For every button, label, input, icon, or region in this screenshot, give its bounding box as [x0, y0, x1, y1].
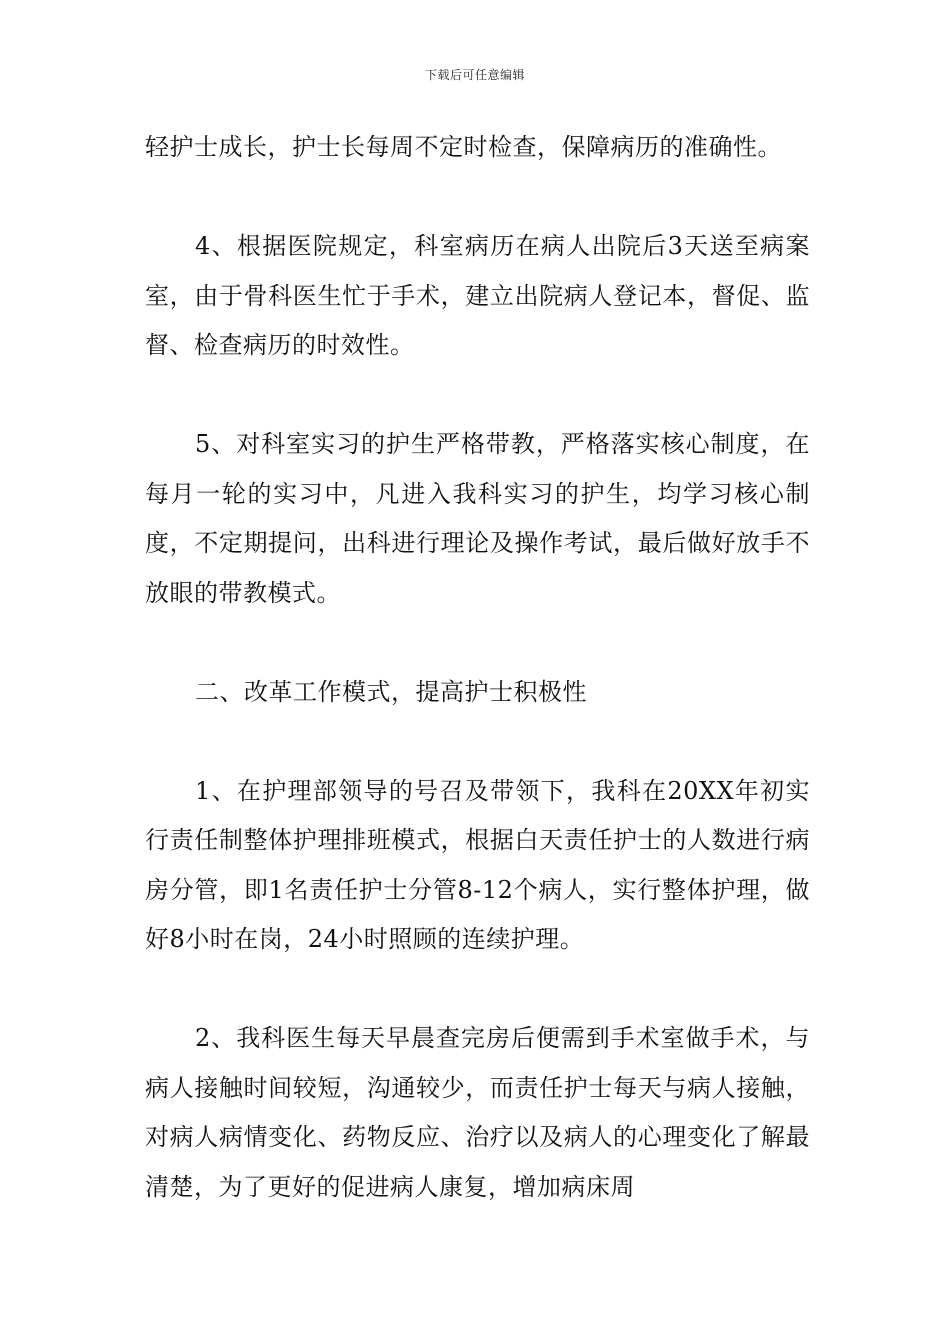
section-heading: 二、改革工作模式，提高护士积极性: [195, 677, 587, 706]
paragraph-item-1: 1、在护理部领导的号召及带领下，我科在20XX年初实行责任制整体护理排班模式，根据白天责任护士的人数进行病房分管，即1名责任护士分管8-12个病人，实行整体护理，做好8小时在岗，24小时照顾的连续护理。: [145, 776, 810, 953]
paragraph-item-5: 5、对科室实习的护生严格带教，严格落实核心制度，在每月一轮的实习中，凡进入我科实习的护生，均学习核心制度，不定期提问，出科进行理论及操作考试，最后做好放手不放眼的带教模式。: [145, 430, 810, 607]
paragraph-item-2: 2、我科医生每天早晨查完房后便需到手术室做手术，与病人接触时间较短，沟通较少，而责任护士每天与病人接触，对病人病情变化、药物反应、治疗以及病人的心理变化了解最清楚，为了更好的促进病人康复，增加病床周: [145, 1024, 810, 1201]
paragraph-item-4: 4、根据医院规定，科室病历在病人出院后3天送至病案室，由于骨科医生忙于手术，建立出院病人登记本，督促、监督、检查病历的时效性。: [145, 232, 810, 359]
document-body: [145, 123, 810, 1212]
paragraph-continuation: 轻护士成长，护士长每周不定时检查，保障病历的准确性。: [145, 133, 782, 161]
page-header-note: 下载后可任意编辑: [424, 68, 525, 82]
